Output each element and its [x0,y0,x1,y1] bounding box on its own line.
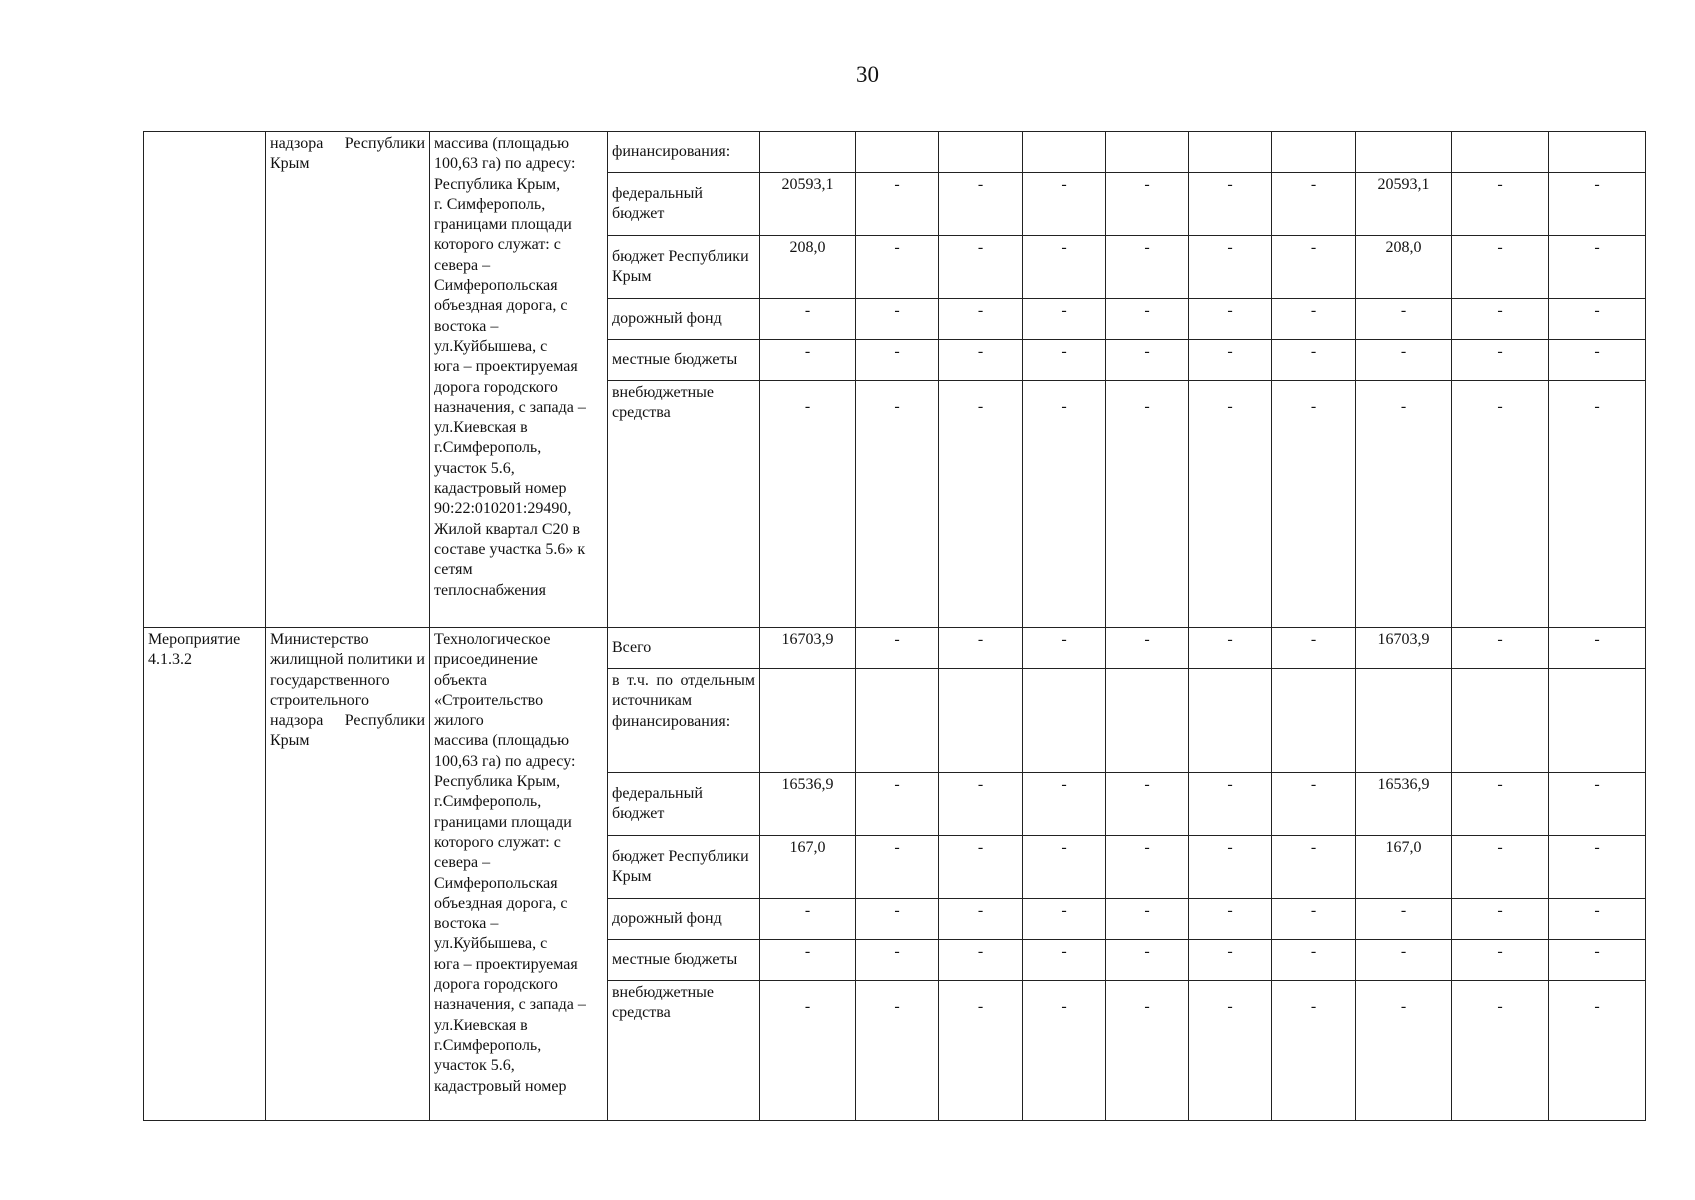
value-cell: - [1272,981,1356,1121]
value-cell: - [1189,381,1272,628]
value-cell: - [1272,299,1356,340]
value-cell: - [1272,340,1356,381]
description-line: жилого [434,712,484,730]
value-cell: - [1356,299,1452,340]
value-cell [1106,669,1189,773]
value-cell: 167,0 [1356,836,1452,899]
value-cell: - [939,236,1023,299]
value-cell: - [1106,340,1189,381]
value-cell: - [1023,981,1106,1121]
value-cell: - [1023,836,1106,899]
value-cell: - [1272,836,1356,899]
value-cell: - [1452,236,1549,299]
description-line: «Строительство [434,691,544,709]
funding-source-cell: федеральный бюджет [608,173,760,236]
value-cell: - [939,981,1023,1121]
value-cell: - [1106,299,1189,340]
funding-source-cell: внебюджетные средства [608,381,760,628]
value-cell: - [1023,940,1106,981]
value-cell: - [1023,340,1106,381]
value-cell: 16536,9 [1356,773,1452,836]
value-cell: - [1189,173,1272,236]
value-cell: - [1106,836,1189,899]
funding-source-cell: федеральный бюджет [608,773,760,836]
value-cell: - [1189,836,1272,899]
value-cell: - [1549,836,1646,899]
description-line: присоединение [434,651,538,669]
description-line: Симферопольская [434,874,558,892]
value-cell: - [939,940,1023,981]
value-cell: - [856,173,939,236]
value-cell: - [856,299,939,340]
value-cell [1549,669,1646,773]
description-line: составе участка 5.6» к [434,540,586,558]
value-cell: - [1452,940,1549,981]
value-cell: - [1106,236,1189,299]
value-cell: - [1452,628,1549,669]
description-line: объездная дорога, с [434,297,568,315]
value-cell: - [856,940,939,981]
funding-source-cell: Всего [608,628,760,669]
value-cell: - [1106,981,1189,1121]
value-cell: - [1452,981,1549,1121]
value-cell [1452,132,1549,173]
value-cell: 167,0 [760,836,856,899]
value-cell: 16703,9 [1356,628,1452,669]
value-cell: - [856,981,939,1121]
funding-source-cell: дорожный фонд [608,299,760,340]
description-line: Технологическое [434,631,551,648]
table-row [144,132,1646,173]
funding-source-cell: внебюджетные средства [608,981,760,1121]
description-line: кадастровый номер [434,480,567,498]
value-cell: - [1356,940,1452,981]
description-line: г. Симферополь, [434,195,546,213]
value-cell [856,669,939,773]
description-line: 100,63 га) по адресу: [434,155,576,173]
description-line: которого служат: с [434,236,561,254]
value-cell: 16703,9 [760,628,856,669]
value-cell: - [1023,381,1106,628]
funding-source-cell: в т.ч. по отдельным источникам финансирования: [608,669,760,773]
description-line: Республика Крым, [434,773,561,791]
value-cell: - [939,340,1023,381]
value-cell: - [1106,628,1189,669]
value-cell: - [1272,773,1356,836]
funding-source-cell: местные бюджеты [608,340,760,381]
description-line: г.Симферополь, [434,793,542,811]
value-cell: - [1452,773,1549,836]
value-cell: - [1023,773,1106,836]
value-cell [939,132,1023,173]
value-cell [1189,669,1272,773]
value-cell [1549,132,1646,173]
value-cell: - [856,381,939,628]
description-line: востока – [434,915,499,933]
value-cell: - [1356,981,1452,1121]
value-cell: 208,0 [760,236,856,299]
value-cell: 16536,9 [760,773,856,836]
value-cell: - [856,773,939,836]
description-line: объекта [434,671,487,689]
description-line: г.Симферополь, [434,439,542,457]
value-cell: - [1189,628,1272,669]
value-cell: - [1272,899,1356,940]
value-cell [939,669,1023,773]
value-cell [1272,132,1356,173]
value-cell: 20593,1 [760,173,856,236]
table-body [144,132,1646,1121]
value-cell: - [1272,381,1356,628]
description-line: 100,63 га) по адресу: [434,752,576,770]
value-cell: - [1189,899,1272,940]
description-line: ул.Киевская в [434,1016,528,1034]
description-line: ул.Куйбышева, с [434,337,548,355]
value-cell: - [1189,236,1272,299]
value-cell: - [939,836,1023,899]
financing-table [143,131,1646,1121]
value-cell: - [1549,773,1646,836]
value-cell: - [1549,628,1646,669]
measure-cell [144,132,266,628]
value-cell: - [1452,381,1549,628]
value-cell: - [1452,899,1549,940]
value-cell: - [1272,940,1356,981]
value-cell: - [1189,340,1272,381]
value-cell [1356,669,1452,773]
description-line: участок 5.6, [434,459,515,477]
value-cell: - [939,299,1023,340]
value-cell: - [1356,381,1452,628]
measure-cell: Мероприятие 4.1.3.2 [144,628,266,1121]
value-cell: - [1189,773,1272,836]
value-cell: 208,0 [1356,236,1452,299]
value-cell: - [1189,299,1272,340]
value-cell: - [939,899,1023,940]
value-cell: - [1549,940,1646,981]
value-cell: 20593,1 [1356,173,1452,236]
value-cell: - [856,899,939,940]
value-cell: - [856,628,939,669]
value-cell: - [1356,899,1452,940]
description-line: границами площади [434,813,572,831]
value-cell: - [1023,236,1106,299]
description-line: границами площади [434,216,572,234]
value-cell [1023,669,1106,773]
description-line: Жилой квартал С20 в [434,520,581,538]
value-cell: - [1106,381,1189,628]
value-cell: - [856,236,939,299]
value-cell: - [939,773,1023,836]
value-cell: - [939,173,1023,236]
table-row [144,628,1646,669]
description-line: сетям [434,561,473,579]
description-line: назначения, с запада – [434,398,586,416]
value-cell: - [1023,899,1106,940]
value-cell [1272,669,1356,773]
value-cell: - [856,836,939,899]
value-cell: - [1023,628,1106,669]
value-cell: - [1356,340,1452,381]
value-cell: - [1549,899,1646,940]
description-line: ул.Киевская в [434,419,528,437]
description-line: которого служат: с [434,833,561,851]
value-cell: - [1106,940,1189,981]
value-cell: - [760,340,856,381]
value-cell: - [1272,236,1356,299]
description-line: 90:22:010201:29490, [434,500,572,518]
description-line: объездная дорога, с [434,894,568,912]
description-line: массива (площадью [434,135,570,152]
value-cell: - [939,381,1023,628]
value-cell: - [1549,173,1646,236]
value-cell: - [1106,899,1189,940]
value-cell: - [939,628,1023,669]
executor-cell: Министерство жилищной политики и государственного строительного надзора Республики Крым [266,628,430,1121]
value-cell: - [1023,299,1106,340]
value-cell: - [760,299,856,340]
value-cell [1452,669,1549,773]
value-cell: - [1452,340,1549,381]
value-cell: - [1189,981,1272,1121]
description-line: участок 5.6, [434,1057,515,1075]
value-cell: - [1272,628,1356,669]
funding-source-cell: местные бюджеты [608,940,760,981]
page-number: 30 [856,62,879,87]
object-description-cell [430,132,608,628]
description-line: востока – [434,317,499,335]
object-description-cell [430,628,608,1121]
value-cell: - [760,981,856,1121]
description-line: юга – проектируемая [434,358,578,376]
value-cell: - [1452,173,1549,236]
value-cell: - [760,381,856,628]
value-cell: - [856,340,939,381]
value-cell: - [1023,173,1106,236]
funding-source-cell: бюджет Республики Крым [608,836,760,899]
value-cell [760,669,856,773]
value-cell: - [1106,173,1189,236]
funding-source-cell: финансирования: [608,132,760,173]
description-line: кадастровый номер [434,1077,567,1095]
value-cell: - [760,940,856,981]
value-cell: - [1549,236,1646,299]
value-cell [856,132,939,173]
description-line: г.Симферополь, [434,1036,542,1054]
description-line: дорога городского [434,976,558,994]
value-cell: - [1452,836,1549,899]
value-cell: - [1106,773,1189,836]
value-cell: - [1549,340,1646,381]
description-line: севера – [434,854,491,872]
value-cell: - [1549,299,1646,340]
value-cell: - [760,899,856,940]
description-line: юга – проектируемая [434,955,578,973]
value-cell: - [1452,299,1549,340]
funding-source-cell: дорожный фонд [608,899,760,940]
value-cell [1023,132,1106,173]
executor-cell: надзора Республики Крым [266,132,430,628]
value-cell [1189,132,1272,173]
description-line: ул.Куйбышева, с [434,935,548,953]
description-line: теплоснабжения [434,581,546,599]
value-cell: - [1189,940,1272,981]
description-line: севера – [434,256,491,274]
value-cell: - [1549,981,1646,1121]
value-cell: - [1549,381,1646,628]
description-line: назначения, с запада – [434,996,586,1014]
value-cell [760,132,856,173]
value-cell: - [1272,173,1356,236]
description-line: Республика Крым, [434,175,561,193]
description-line: массива (площадью [434,732,570,750]
funding-source-cell: бюджет Республики Крым [608,236,760,299]
description-line: Симферопольская [434,277,558,295]
value-cell [1106,132,1189,173]
description-line: дорога городского [434,378,558,396]
value-cell [1356,132,1452,173]
